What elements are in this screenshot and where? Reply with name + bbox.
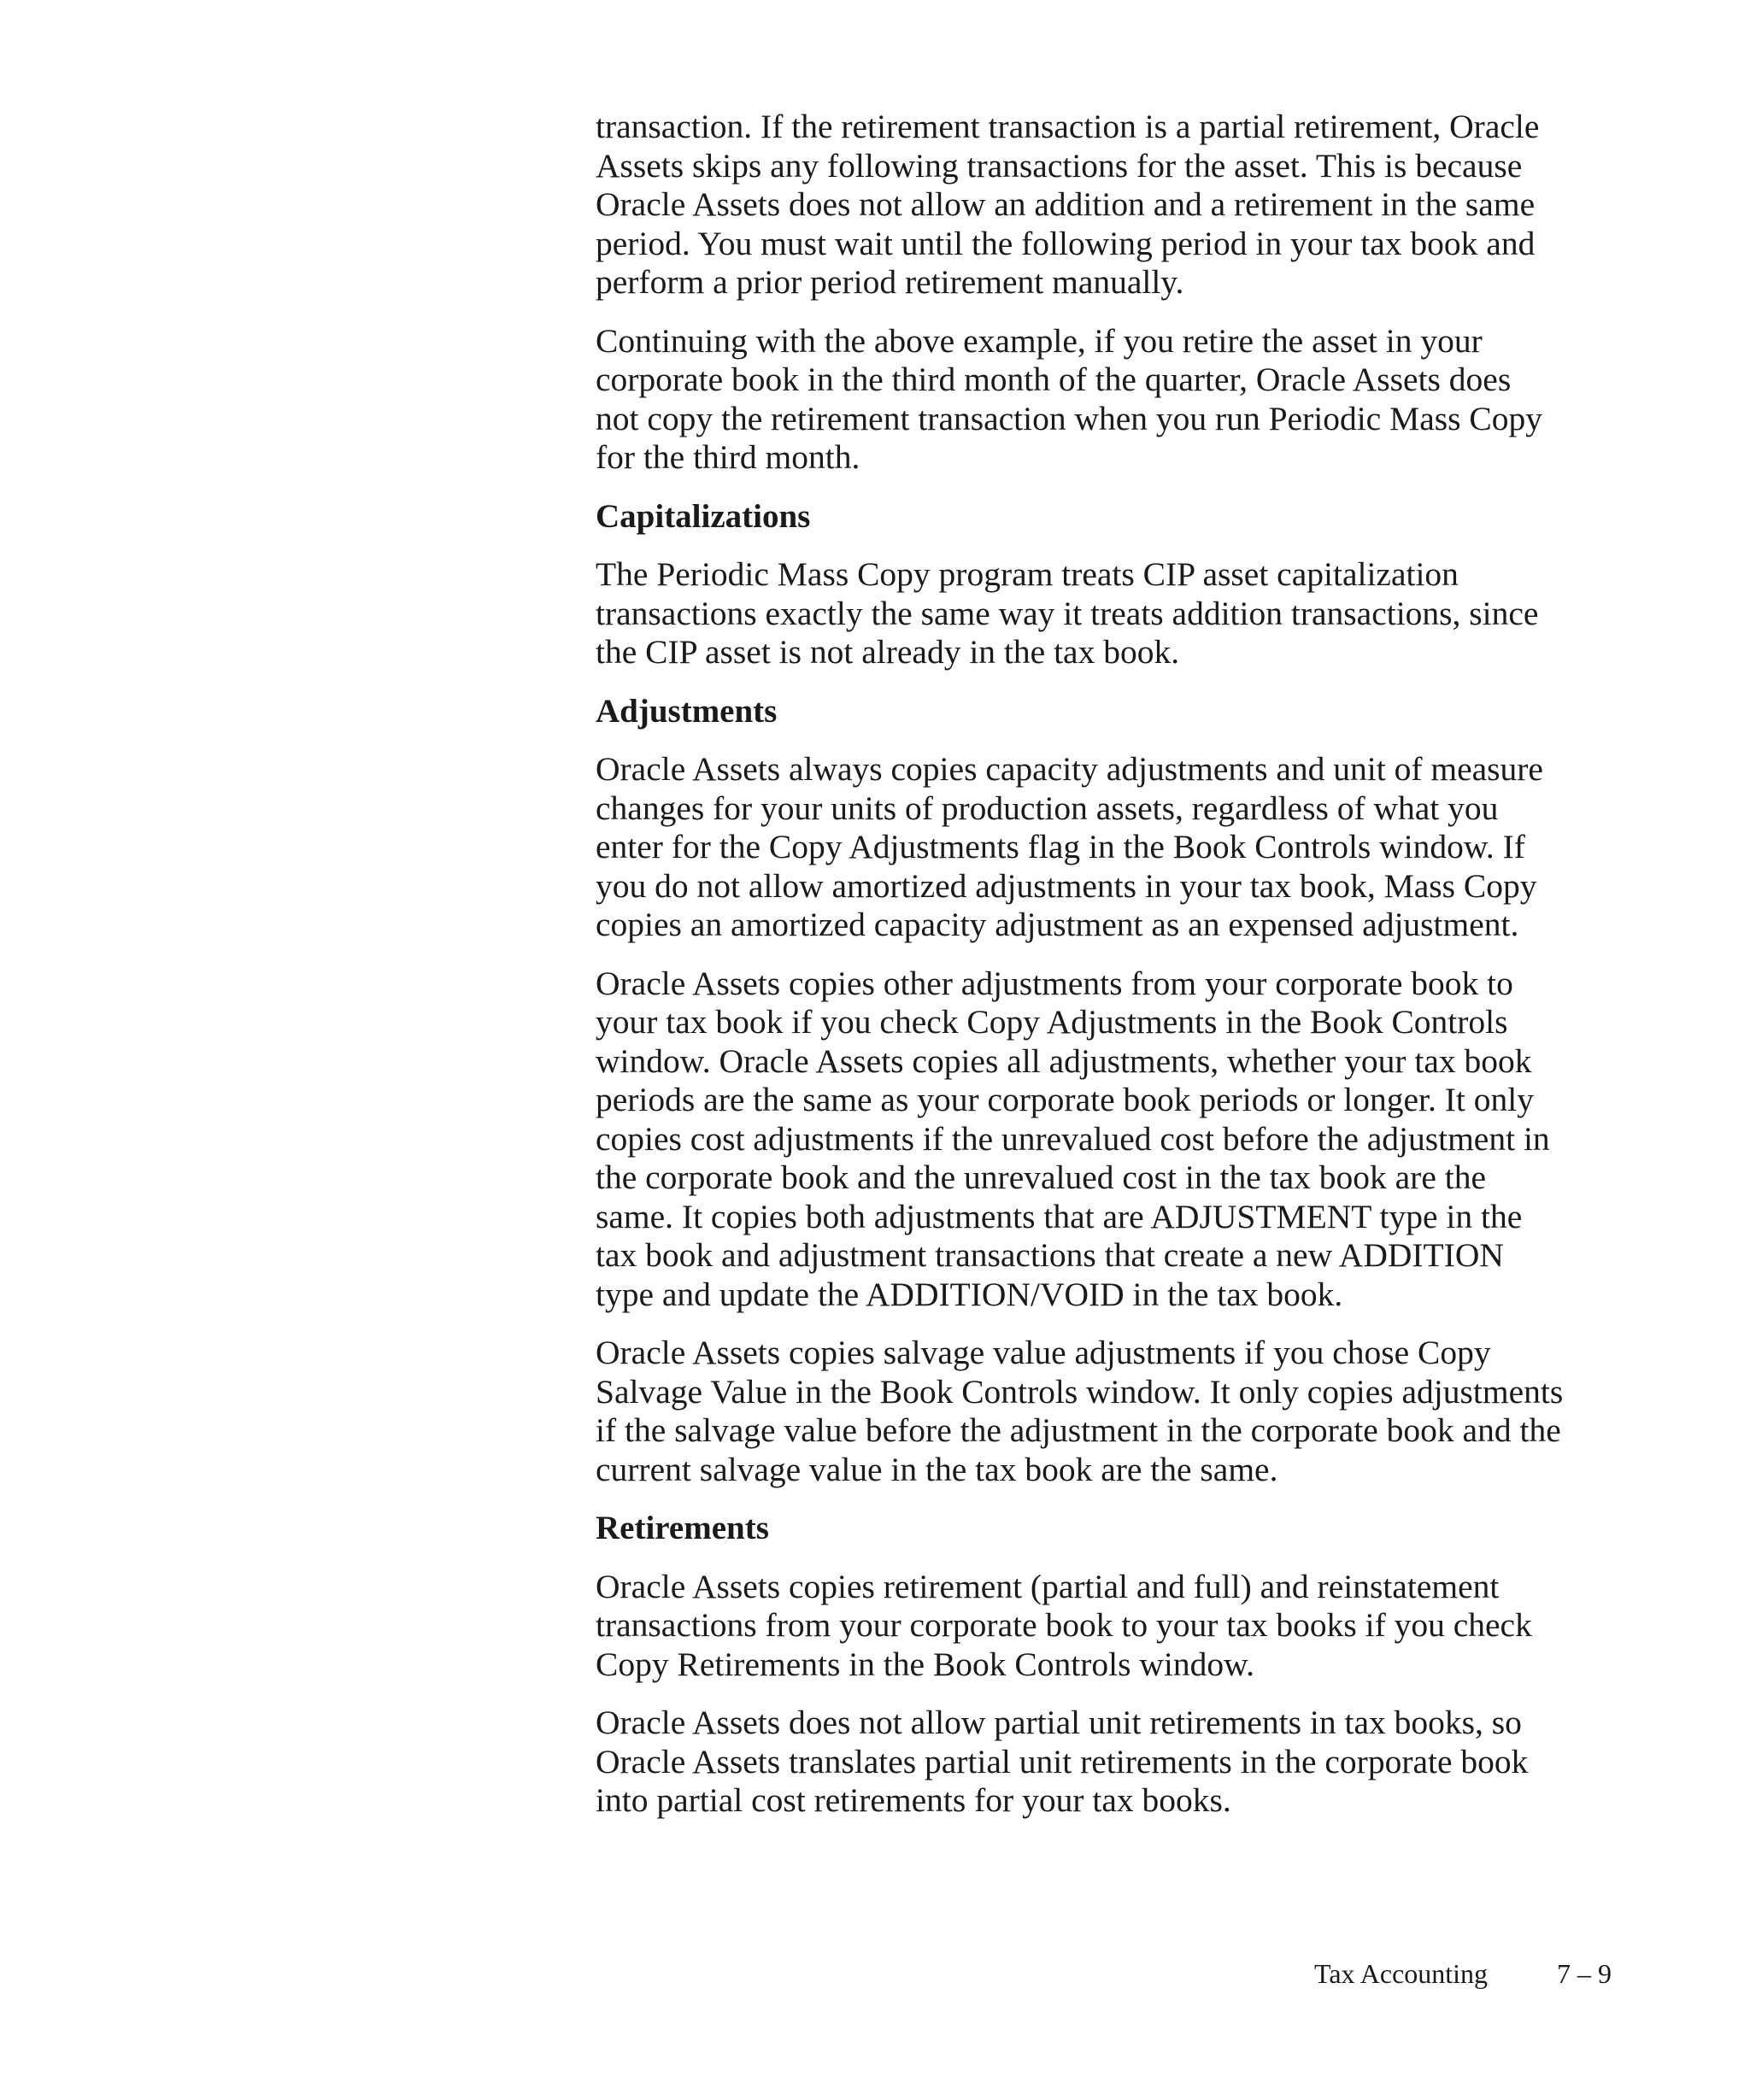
paragraph-other-adjustments: Oracle Assets copies other adjustments from your corporate book to your tax book if you check Copy Adjustments in the Book Controls window. Oracle Assets copies all adjustments, whether your tax book periods are the same as your corporate book periods or longer. It only copies cost adjustments if the unrevalued cost before the adjustment in the corporate book and the unrevalued cost in the tax book are the same. It copies both adjustments that are ADJUSTMENT type in the tax book and adjustment transactions that create a new ADDITION type and update the ADDITION/VOID in the tax book. xyxy=(596,964,1550,1313)
heading-retirements: Retirements xyxy=(596,1510,769,1546)
body-text xyxy=(596,108,1634,1840)
footer-page-number: 7 – 9 xyxy=(1557,1958,1612,1989)
paragraph-retirements-copy: Oracle Assets copies retirement (partial and full) and reinstatement transactions from your corporate book to your tax books if you check Copy Retirements in the Book Controls window. xyxy=(596,1567,1532,1683)
paragraph-partial-unit-retirements: Oracle Assets does not allow partial unit retirements in tax books, so Oracle Assets translates partial unit retirements in the corporate book into partial cost retirements for your tax books. xyxy=(596,1704,1529,1819)
heading-capitalizations: Capitalizations xyxy=(596,497,811,535)
paragraph-capitalizations: The Periodic Mass Copy program treats CIP asset capitalization transactions exactly the same way it treats addition transactions, since the CIP asset is not already in the tax book. xyxy=(596,555,1539,671)
heading-adjustments: Adjustments xyxy=(596,692,778,730)
paragraph-retirement-partial: transaction. If the retirement transaction is a partial retirement, Oracle Assets skips any following transactions for the asset. This is because Oracle Assets does not allow an addition and a retirement in the same period. You must wait until the following period in your tax book and perform a prior period retirement manually. xyxy=(596,108,1540,301)
paragraph-example-continued: Continuing with the above example, if you retire the asset in your corporate book in the third month of the quarter, Oracle Assets does not copy the retirement transaction when you run Periodic Mass Copy for the third month. xyxy=(596,321,1542,476)
footer-section-title: Tax Accounting xyxy=(1314,1958,1489,1989)
paragraph-salvage-adjustments: Oracle Assets copies salvage value adjustments if you chose Copy Salvage Value in the Book Controls window. It only copies adjustments if the salvage value before the adjustment in the corporate book and the current salvage value in the tax book are the same. xyxy=(596,1334,1564,1488)
paragraph-capacity-adjustments: Oracle Assets always copies capacity adjustments and unit of measure changes for your units of production assets, regardless of what you enter for the Copy Adjustments flag in the Book Controls window. If you do not allow amortized adjustments in your tax book, Mass Copy copies an amortized capacity adjustment as an expensed adjustment. xyxy=(596,750,1543,943)
